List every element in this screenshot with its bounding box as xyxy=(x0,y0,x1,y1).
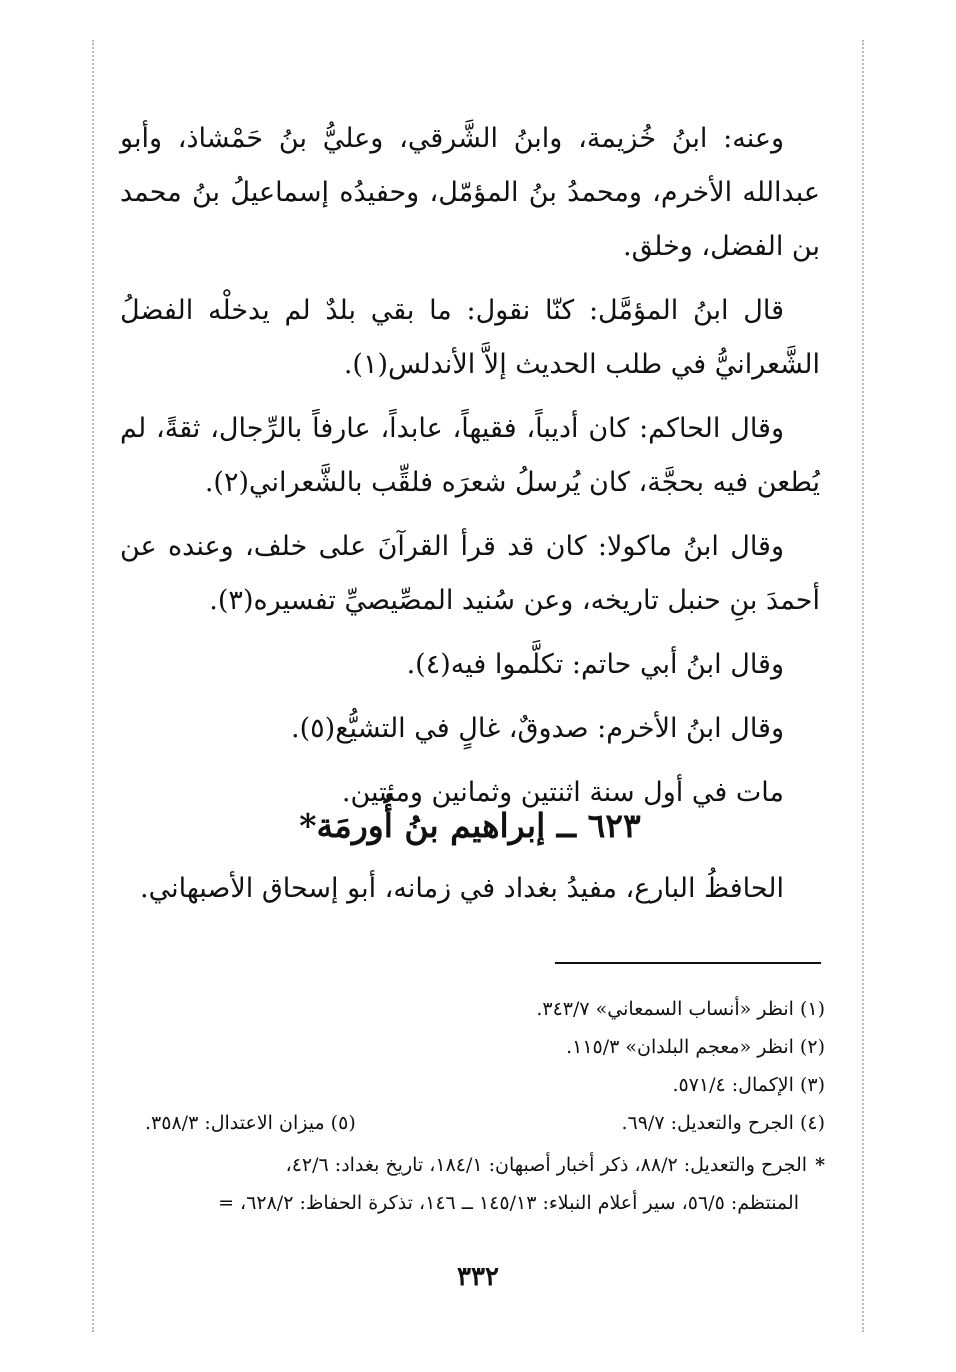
paragraph-narrators: وعنه: ابنُ خُزيمة، وابنُ الشَّرقي، وعليُّ بنُ حَمْشاذ، وأبو عبدالله الأخرم، ومحمدُ بنُ المؤمّل، وحفيدُه إسماعيلُ بنُ محمد بن الفضل، وخلق. xyxy=(120,123,820,262)
main-text xyxy=(120,112,820,830)
page-number: ٣٣٢ xyxy=(457,1262,499,1292)
footnote-separator xyxy=(555,962,821,964)
footnote-3: (٣) الإكمال: ٥٧١/٤. xyxy=(672,1074,825,1096)
left-margin-dotted-line xyxy=(92,40,94,1332)
footnote-4: (٤) الجرح والتعديل: ٦٩/٧. xyxy=(621,1112,825,1134)
footnote-2: (٢) انظر «معجم البلدان» ١١٥/٣. xyxy=(566,1036,825,1058)
sources-line-2: المنتظم: ٥٦/٥، سير أعلام النبلاء: ١٤٥/١٣ ــ ١٤٦، تذكرة الحفاظ: ٦٢٨/٢، = xyxy=(218,1192,799,1214)
footnotes xyxy=(105,990,825,1222)
footnote-row-4-5 xyxy=(105,1104,825,1142)
star-marker: * xyxy=(815,1154,825,1176)
paragraph-ibn-almuammal: قال ابنُ المؤمَّل: كنّا نقول: ما بقي بلدٌ لم يدخلْه الفضلُ الشَّعرانيُّ في طلب الحديث إلاَّ الأندلس(١). xyxy=(120,295,820,380)
footnote-sources xyxy=(105,1146,825,1222)
footnote-1: (١) انظر «أنساب السمعاني» ٣٤٣/٧. xyxy=(536,998,825,1020)
paragraph-ibn-abi-hatim: وقال ابنُ أبي حاتم: تكلَّموا فيه(٤). xyxy=(406,649,784,680)
entry-description: الحافظُ البارع، مفيدُ بغداد في زمانه، أبو إسحاق الأصبهاني. xyxy=(139,873,784,904)
paragraph-death: مات في أول سنة اثنتين وثمانين ومئتين. xyxy=(341,777,784,808)
entry-heading: ٦٢٣ ــ إبراهيم بنُ أُورمَة* xyxy=(299,806,641,845)
paragraph-alhakim: وقال الحاكم: كان أديباً، فقيهاً، عابداً، عارفاً بالرِّجال، ثقةً، لم يُطعن فيه بحجَّة، كان يُرسلُ شعرَه فلقِّب بالشَّعراني(٢). xyxy=(120,413,820,498)
sources-line-1: الجرح والتعديل: ٨٨/٢، ذكر أخبار أصبهان: ١٨٤/١، تاريخ بغداد: ٤٢/٦، xyxy=(285,1154,808,1176)
footnote-5: (٥) ميزان الاعتدال: ٣٥٨/٣. xyxy=(145,1112,356,1134)
right-margin-dotted-line xyxy=(862,40,864,1332)
paragraph-ibn-makula: وقال ابنُ ماكولا: كان قد قرأ القرآنَ على خلف، وعنده عن أحمدَ بنِ حنبل تاريخه، وعن سُنيد المصِّيصيِّ تفسيره(٣). xyxy=(120,531,820,616)
paragraph-ibn-alakhram: وقال ابنُ الأخرم: صدوقٌ، غالٍ في التشيُّع(٥). xyxy=(291,713,784,744)
